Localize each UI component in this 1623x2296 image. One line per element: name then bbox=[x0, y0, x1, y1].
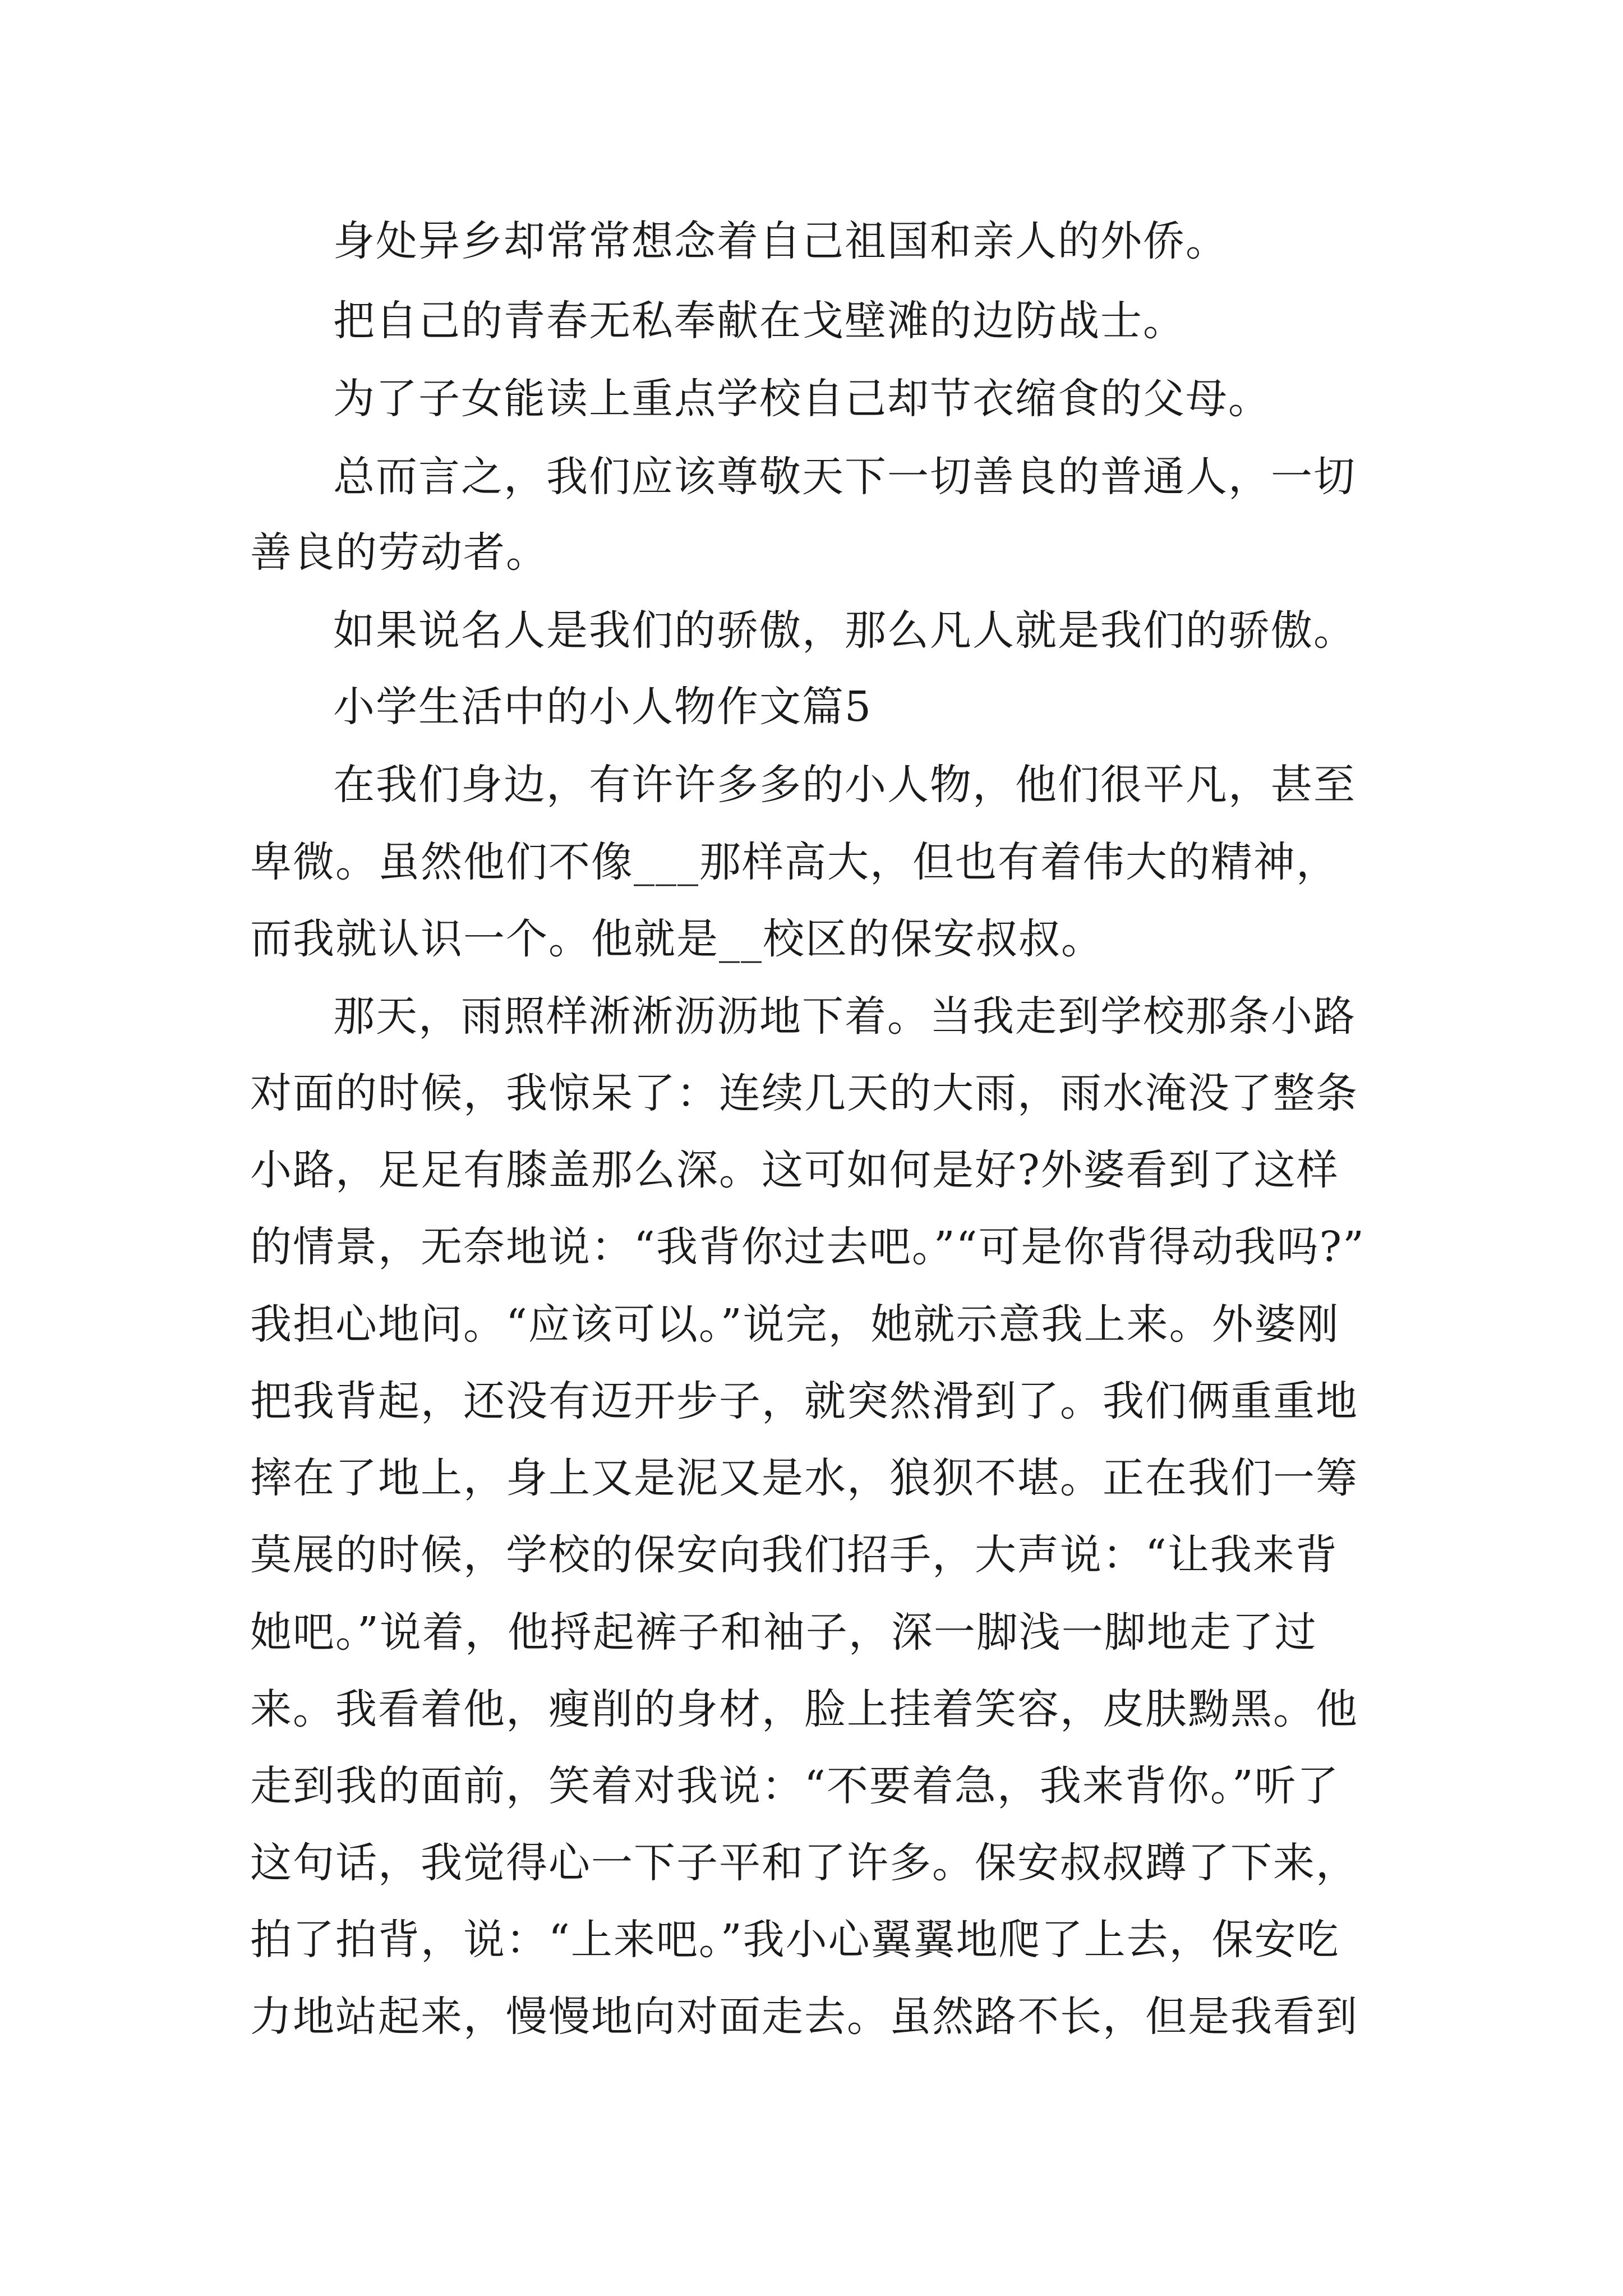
text-line: 善良的劳动者。 bbox=[250, 528, 548, 577]
text-line: 来。我看着他，瘦削的身材，脸上挂着笑容，皮肤黝黑。他 bbox=[250, 1685, 1358, 1733]
text-line: 把自己的青春无私奉献在戈壁滩的边防战士。 bbox=[333, 297, 1186, 345]
text-line: 在我们身边，有许许多多的小人物，他们很平凡，甚至 bbox=[333, 761, 1356, 809]
text-line: 力地站起来，慢慢地向对面走去。虽然路不长，但是我看到 bbox=[250, 1993, 1358, 2041]
text-line: 我担心地问。“应该可以。”说完，她就示意我上来。外婆刚 bbox=[250, 1300, 1340, 1349]
text-line: 身处异乡却常常想念着自己祖国和亲人的外侨。 bbox=[333, 217, 1228, 265]
text-line: 走到我的面前，笑着对我说：“不要着急，我来背你。”听了 bbox=[250, 1762, 1340, 1810]
text-line: 把我背起，还没有迈开步子，就突然滑到了。我们俩重重地 bbox=[250, 1377, 1358, 1425]
text-line: 这句话，我觉得心一下子平和了许多。保安叔叔蹲了下来， bbox=[250, 1839, 1358, 1887]
section-heading: 小学生活中的小人物作文篇5 bbox=[333, 683, 873, 731]
text-line: 如果说名人是我们的骄傲，那么凡人就是我们的骄傲。 bbox=[333, 606, 1356, 655]
text-line: 那天，雨照样淅淅沥沥地下着。当我走到学校那条小路 bbox=[333, 992, 1356, 1041]
text-line: 的情景，无奈地说：“我背你过去吧。”“可是你背得动我吗?” bbox=[250, 1223, 1365, 1271]
text-line: 对面的时候，我惊呆了：连续几天的大雨，雨水淹没了整条 bbox=[250, 1069, 1358, 1117]
text-line: 拍了拍背，说：“上来吧。”我小心翼翼地爬了上去，保安吃 bbox=[250, 1916, 1340, 1964]
text-line: 小路，足足有膝盖那么深。这可如何是好?外婆看到了这样 bbox=[250, 1146, 1339, 1194]
text-line: 总而言之，我们应该尊敬天下一切善良的普通人，一切 bbox=[333, 453, 1356, 501]
text-line: 摔在了地上，身上又是泥又是水，狼狈不堪。正在我们一筹 bbox=[250, 1454, 1358, 1502]
text-line: 卑微。虽然他们不像___那样高大，但也有着伟大的精神， bbox=[250, 838, 1339, 886]
text-line: 为了子女能读上重点学校自己却节衣缩食的父母。 bbox=[333, 375, 1271, 423]
text-line: 而我就认识一个。他就是__校区的保安叔叔。 bbox=[250, 915, 1104, 963]
text-line: 莫展的时候，学校的保安向我们招手，大声说：“让我来背 bbox=[250, 1531, 1338, 1579]
text-line: 她吧。”说着，他捋起裤子和袖子，深一脚浅一脚地走了过 bbox=[250, 1608, 1317, 1657]
